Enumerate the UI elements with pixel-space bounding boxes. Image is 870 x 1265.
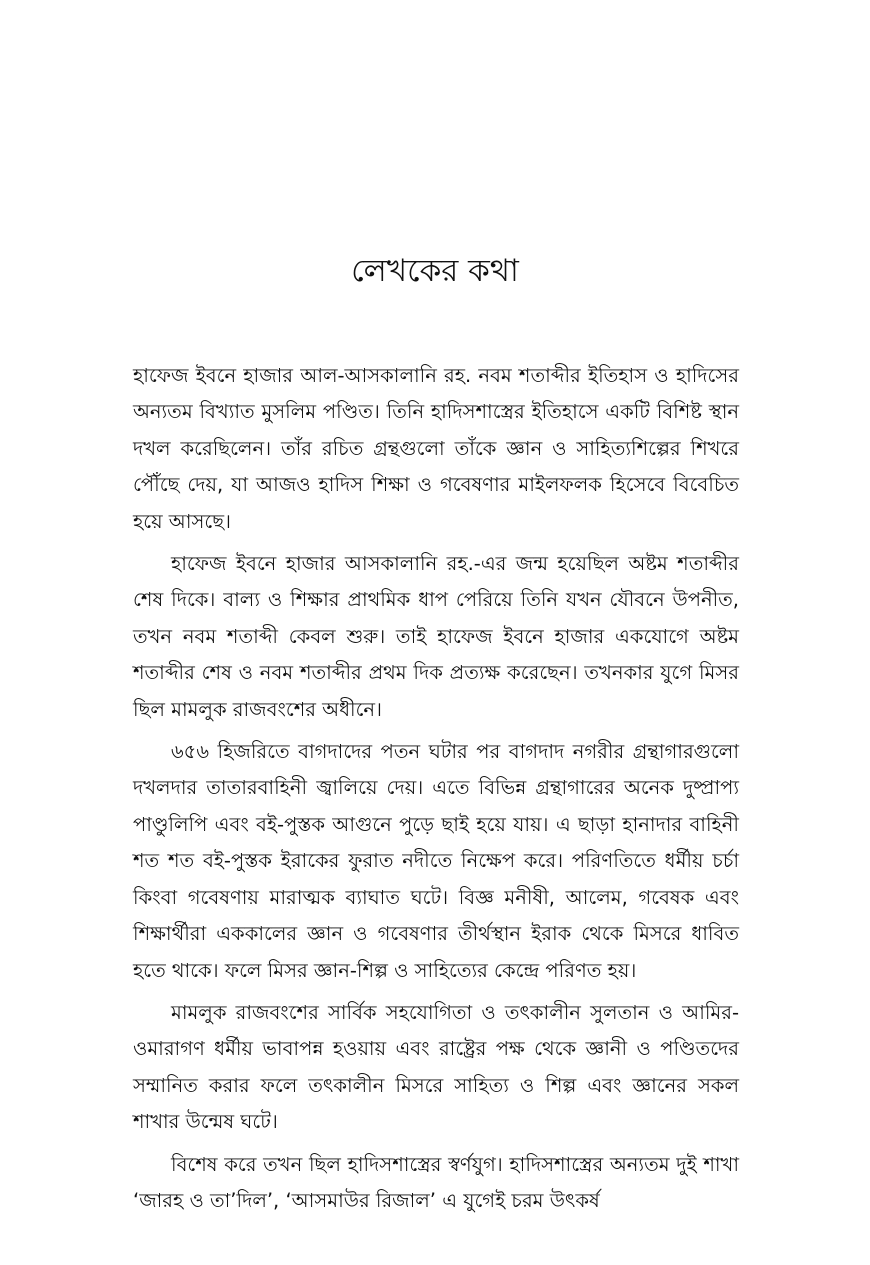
paragraph-3: ৬৫৬ হিজরিতে বাগদাদের পতন ঘটার পর বাগদাদ নগরীর গ্রন্থাগারগুলো দখলদার তাতারবাহিনী জ্বালিয়ে দেয়। এতে বিভিন্ন গ্রন্থাগারের অনেক দুষ্প্রাপ্য পাণ্ডুলিপি এবং বই-পুস্তক আগুনে পুড়ে ছাই হয়ে যায়। এ ছাড়া হানাদার বাহিনী শত শত বই-পুস্তক ইরাকের ফুরাত নদীতে নিক্ষেপ করে। পরিণতিতে ধর্মীয় চর্চা কিংবা গবেষণায় মারাত্মক ব্যাঘাত ঘটে। বিজ্ঞ মনীষী, আলেম, গবেষক এবং শিক্ষার্থীরা এককালের জ্ঞান ও গবেষণার তীর্থস্থান ইরাক থেকে মিসরে ধাবিত হতে থাকে। ফলে মিসর জ্ঞান-শিল্প ও সাহিত্যের কেন্দ্রে পরিণত হয়। — [133, 740, 739, 982]
paragraph-4: মামলুক রাজবংশের সার্বিক সহযোগিতা ও তৎকালীন সুলতান ও আমির-ওমারাগণ ধর্মীয় ভাবাপন্ন হওয়ায় এবং রাষ্ট্রের পক্ষ থেকে জ্ঞানী ও পণ্ডিতদের সম্মানিত করার ফলে তৎকালীন মিসরে সাহিত্য ও শিল্প এবং জ্ঞানের সকল শাখার উন্মেষ ঘটে। — [133, 1000, 739, 1134]
paragraph-2: হাফেজ ইবনে হাজার আসকালানি রহ.-এর জন্ম হয়েছিল অষ্টম শতাব্দীর শেষ দিকে। বাল্য ও শিক্ষার প্রাথমিক ধাপ পেরিয়ে তিনি যখন যৌবনে উপনীত, তখন নবম শতাব্দী কেবল শুরু। তাই হাফেজ ইবনে হাজার একযোগে অষ্টম শতাব্দীর শেষ ও নবম শতাব্দীর প্রথম দিক প্রত্যক্ষ করেছেন। তখনকার যুগে মিসর ছিল মামলুক রাজবংশের অধীনে। — [133, 552, 739, 721]
body-text — [133, 358, 739, 1225]
page-title: লেখকের কথা — [351, 253, 519, 289]
paragraph-5: বিশেষ করে তখন ছিল হাদিসশাস্ত্রের স্বর্ণযুগ। হাদিসশাস্ত্রের অন্যতম দুই শাখা ‘জারহ ও তা’দিল’, ‘আসমাউর রিজাল’ এ যুগেই চরম উৎকর্ষ — [133, 1152, 739, 1212]
paragraph-1: হাফেজ ইবনে হাজার আল-আসকালানি রহ. নবম শতাব্দীর ইতিহাস ও হাদিসের অন্যতম বিখ্যাত মুসলিম পণ্ডিত। তিনি হাদিসশাস্ত্রের ইতিহাসে একটি বিশিষ্ট স্থান দখল করেছিলেন। তাঁর রচিত গ্রন্থগুলো তাঁকে জ্ঞান ও সাহিত্যশিল্পের শিখরে পৌঁছে দেয়, যা আজও হাদিস শিক্ষা ও গবেষণার মাইলফলক হিসেবে বিবেচিত হয়ে আসছে। — [133, 364, 739, 533]
